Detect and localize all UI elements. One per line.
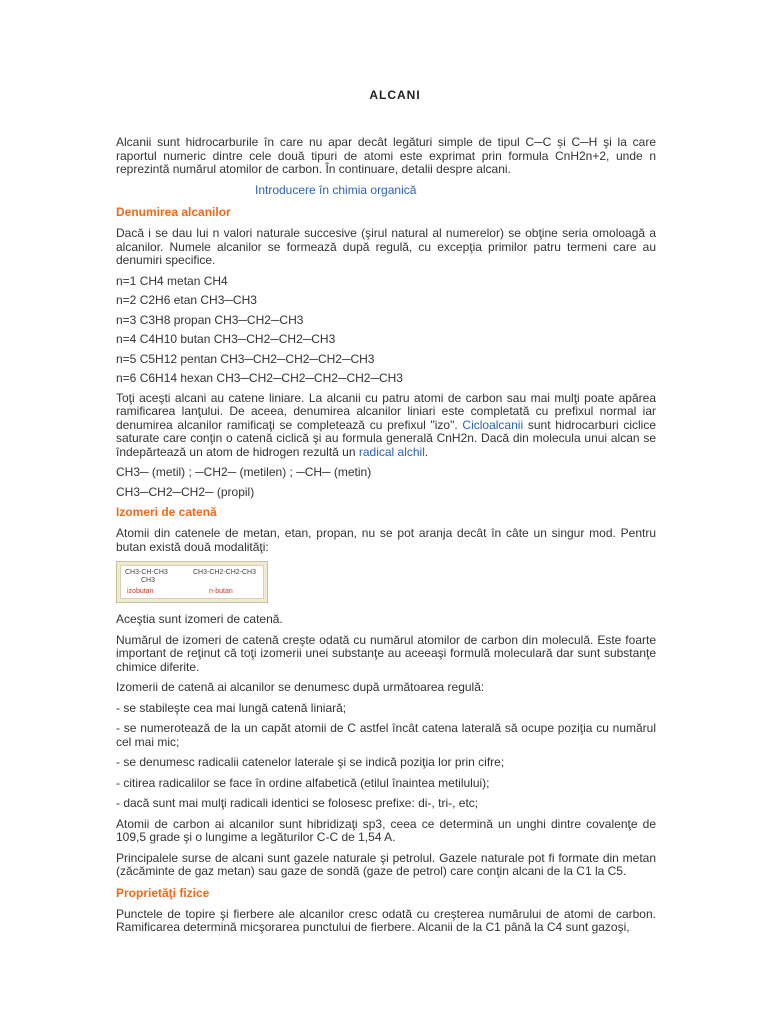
izobutan-branch: CH3 <box>141 577 156 584</box>
denumire-paragraph: Dacă i se dau lui n valori naturale succesive (şirul natural al numerelor) se obţine seria omoloagă a alcanilor. Numele alcanilor se formează după regulă, cu excepţia primilor patru termeni care au denumiri specifice. <box>116 226 656 267</box>
butane-isomers-image <box>116 561 268 603</box>
izobutan-label: izobutan <box>127 588 154 595</box>
izomeri-paragraph: Atomii din catenele de metan, etan, propan, nu se pot aranja decât în câte un singur mod. Pentru butan există două modalităţi: <box>116 526 656 554</box>
formula-line: n=1 CH4 metan CH4 <box>116 273 228 288</box>
proprietati-paragraph: Punctele de topire şi fierbere ale alcanilor cresc odată cu creşterea numărului de atomi de carbon. Ramificarea determină micşorarea punctului de fierbere. Alcanii de la C1 până la C4 sunt gazoşi, <box>116 906 656 934</box>
izomeri-paragraph-3: Numărul de izomeri de catenă creşte odată cu numărul atomilor de carbon din moleculă. Este foarte important de reţinut că toţi izomerii unei substanţe au aceeaşi formulă moleculară dar sunt substanţe chimice diferite. <box>116 632 656 674</box>
cicloalcani-link[interactable]: Cicloalcanii <box>462 417 524 432</box>
rule-item: - dacă sunt mai mulţi radicali identici se folosesc prefixe: di-, tri-, etc; <box>116 796 479 810</box>
intro-link-container <box>116 184 656 198</box>
radical-alchil-link[interactable]: radical alchil <box>358 444 425 459</box>
intro-paragraph: Alcanii sunt hidrocarburile în care nu apar decât legături simple de tipul C─C și C─H şi la care raportul numeric dintre cele două tipuri de atomi este exprimat prin formula CnH2n+2, unde n reprezintă numărul atomilor de carbon. În continuare, detalii despre alcani. <box>116 135 656 176</box>
intro-link[interactable]: Introducere în chimia organică <box>255 182 417 197</box>
formula-line: n=4 C4H10 butan CH3─CH2─CH2─CH3 <box>116 332 336 346</box>
section-heading-proprietati: Proprietăţi fizice <box>116 885 210 900</box>
izobutan-formula: CH3-CH-CH3 <box>125 569 168 576</box>
hibridizare-paragraph: Atomii de carbon ai alcanilor sunt hibridizaţi sp3, ceea ce determină un unghi dintre covalenţe de 109,5 grade şi o lungime a legăturilor C-C de 1,54 A. <box>116 816 656 844</box>
izomeri-paragraph-4: Izomerii de catenă ai alcanilor se denumesc după următoarea regulă: <box>116 680 485 694</box>
butane-isomers-image-inner <box>120 565 264 599</box>
radicals-line: CH3─ (metil) ; ─CH2─ (metilen) ; ─CH─ (metin) <box>116 465 372 479</box>
surse-paragraph: Principalele surse de alcani sunt gazele naturale şi petrolul. Gazele naturale pot fi formate din metan (zăcăminte de gaz metan) sau gaze de sondă (gaze de petrol) care conţin alcani de la C1 la C5. <box>116 850 656 878</box>
rule-item: - se stabileşte cea mai lungă catenă liniară; <box>116 700 347 715</box>
catene-text-c: . <box>424 444 429 459</box>
rule-item: - citirea radicalilor se face în ordine alfabetică (etilul înaintea metilului); <box>116 775 490 790</box>
formula-line: n=5 C5H12 pentan CH3─CH2─CH2─CH2─CH3 <box>116 351 375 366</box>
rule-item: - se denumesc radicalii catenelor laterale şi se indică poziţia lor prin cifre; <box>116 755 505 769</box>
rule-item: - se numerotează de la un capăt atomii de C astfel încât catena laterală să ocupe poziţia cu numărul cel mai mic; <box>116 721 656 749</box>
izomeri-paragraph-2: Aceştia sunt izomeri de catenă. <box>116 612 283 626</box>
formula-line: n=2 C2H6 etan CH3─CH3 <box>116 293 257 307</box>
page-title: ALCANI <box>369 88 421 102</box>
formula-line: n=6 C6H14 hexan CH3─CH2─CH2─CH2─CH2─CH3 <box>116 371 403 385</box>
nbutan-label: n-butan <box>209 588 233 595</box>
catene-text-b: sunt hidrocarburi ciclice saturate care conţin o catenă ciclică şi au formula generală CnH2n. Dacă din molecula unui alcan se îndepărtează un atom de hidrogen rezultă un <box>116 417 656 459</box>
nbutan-formula: CH3-CH2-CH2-CH3 <box>193 569 257 576</box>
catene-text-a: Toţi aceşti alcani au catene liniare. La alcanii cu patru atomi de carbon sau mai mulţi poate apărea ramificarea lanţului. De aceea, denumirea alcanilor liniari este completată cu prefixul normal iar denumirea alcanilor ramificaţi se completează cu prefixul "izo". <box>116 390 656 432</box>
section-heading-denumire: Denumirea alcanilor <box>116 205 231 219</box>
radicals-line: CH3─CH2─CH2─ (propil) <box>116 484 255 499</box>
formula-line: n=3 C3H8 propan CH3─CH2─CH3 <box>116 312 304 327</box>
catene-paragraph <box>116 392 656 460</box>
section-heading-izomeri: Izomeri de catenă <box>116 505 217 519</box>
